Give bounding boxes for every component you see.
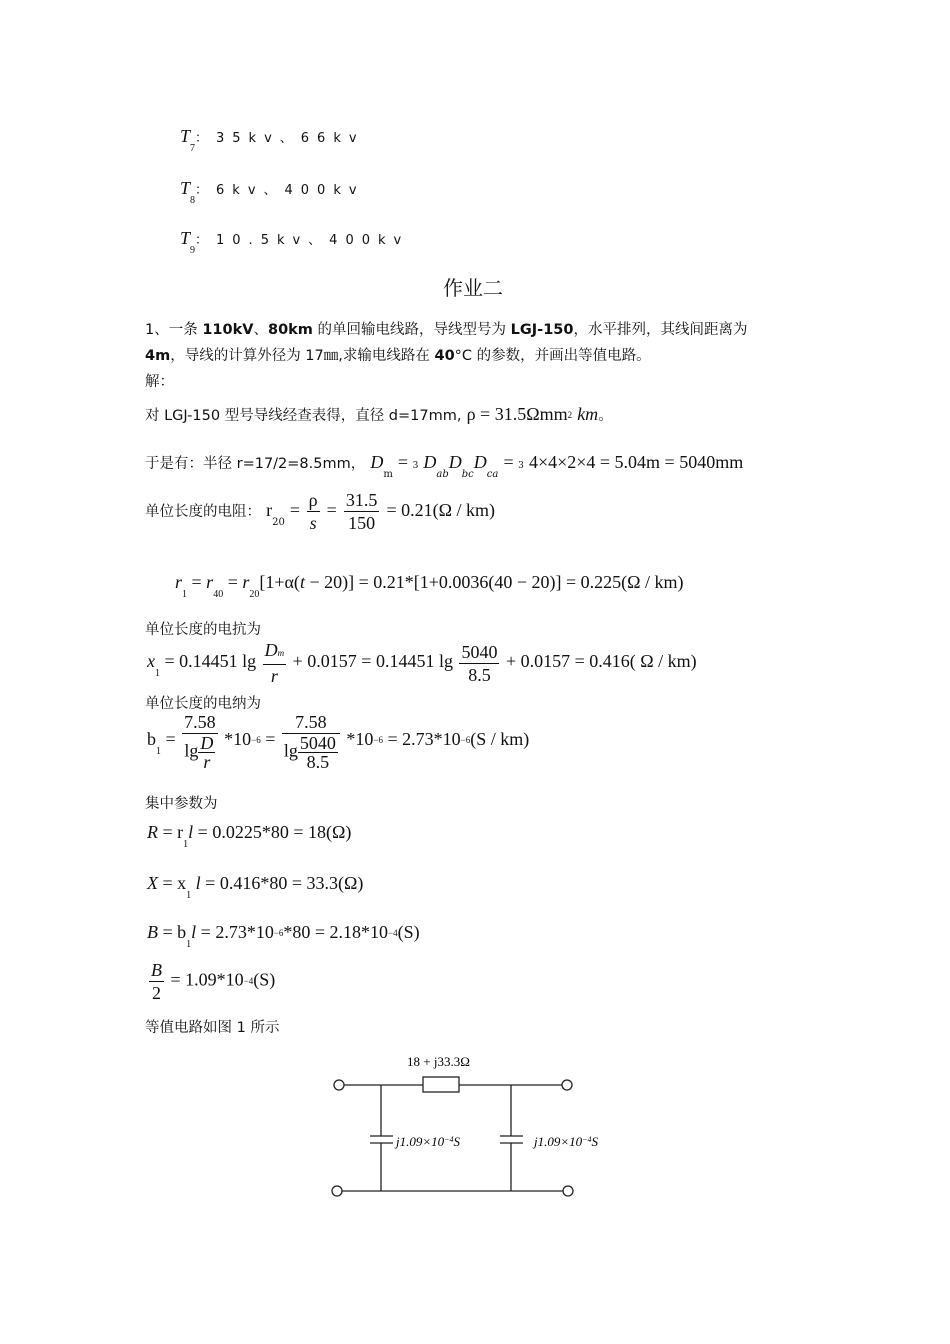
problem-line-1: 1、一条 110kV、80km 的单回输电线路，导线型号为 LGJ-150，水平排列，其线间距离为 (145, 322, 748, 338)
series-impedance-label: 18 + j33.3Ω (407, 1054, 470, 1069)
lumped-params-label: 集中参数为 (145, 796, 218, 812)
terminal-top-left (334, 1080, 344, 1090)
eq-B-half: $\frac{B}{2}$ = 1.09*10−4(S) (151, 960, 276, 1003)
susceptance-label: 单位长度的电纳为 (145, 696, 261, 712)
equivalent-circuit-diagram (320, 1045, 620, 1210)
transformer-line-t8: $T_8$：6kv、400kv (180, 178, 365, 206)
line-radius-dm: 于是有：半径 r=17/2=8.5mm， $D_m = 3$ $D_{ab}D_{bc}D_{ca} = 3$ 4×4×2×4 = 5.04m = 5040mm (145, 452, 744, 480)
shunt-label-left: $j1.09\times 10^{-4}S$ (396, 1134, 461, 1149)
terminal-bottom-right (563, 1186, 573, 1196)
section-title: 作业二 (443, 276, 503, 300)
terminal-top-right (562, 1080, 572, 1090)
eq-X: $X = x_1$ l = 0.416*80 = 33.3(Ω) (147, 873, 364, 901)
series-impedance-resistor (423, 1077, 459, 1092)
line-reactance: $x_1 = 0.14451$ lg $\frac{Dm}{r}$ + 0.0157 = 0.14451 lg $\frac{5040}{8.5}$ + 0.0157 = 0.416( Ω / km) (147, 640, 697, 686)
terminal-bottom-left (332, 1186, 342, 1196)
line-susceptance: $b_1$ = 7.58 lg $\frac{D}{r}$ *10−6 = 7.58 lg $\frac{5040}{8.5}$ *10−6 = 2.73*10−6(S / km) (147, 712, 530, 772)
line-resistance: 单位长度的电阻： $r_{20}$ = $\frac{\rho}{s}$ = $\frac{31.5}{150}$ = 0.21(Ω / km) (145, 490, 496, 533)
line-table-lookup: 对 LGJ-150 型号导线经查表得，直径 d=17mm, ρ = 31.5Ωmm2 km。 (145, 404, 613, 424)
reactance-label: 单位长度的电抗为 (145, 622, 261, 638)
solution-label: 解： (145, 374, 174, 390)
eq-B: $B = b_1l = 2.73*10-6*80 = 2.18*10-4(S)$ (147, 922, 420, 950)
eq-R: $R = r_1l = 0.0225*80 = 18(\Omega)$ (147, 822, 352, 850)
figure-caption: 等值电路如图 1 所示 (145, 1020, 280, 1036)
transformer-line-t9: $T_9$：10.5kv、400kv (180, 228, 410, 256)
line-r40: $r_1 = r_{40} = r_{20}[1+\alpha(t - 20)] = 0.21*[1+0.0036(40 - 20)] = 0.225(\Omega / km)$ (175, 572, 684, 600)
problem-line-2: 4m，导线的计算外径为 17㎜,求输电线路在 40°C 的参数，并画出等值电路。 (145, 348, 651, 364)
transformer-line-t7: $T_7$：35kv、66kv (180, 126, 365, 154)
shunt-label-right: $j1.09\times 10^{-4}S$ (534, 1134, 599, 1149)
